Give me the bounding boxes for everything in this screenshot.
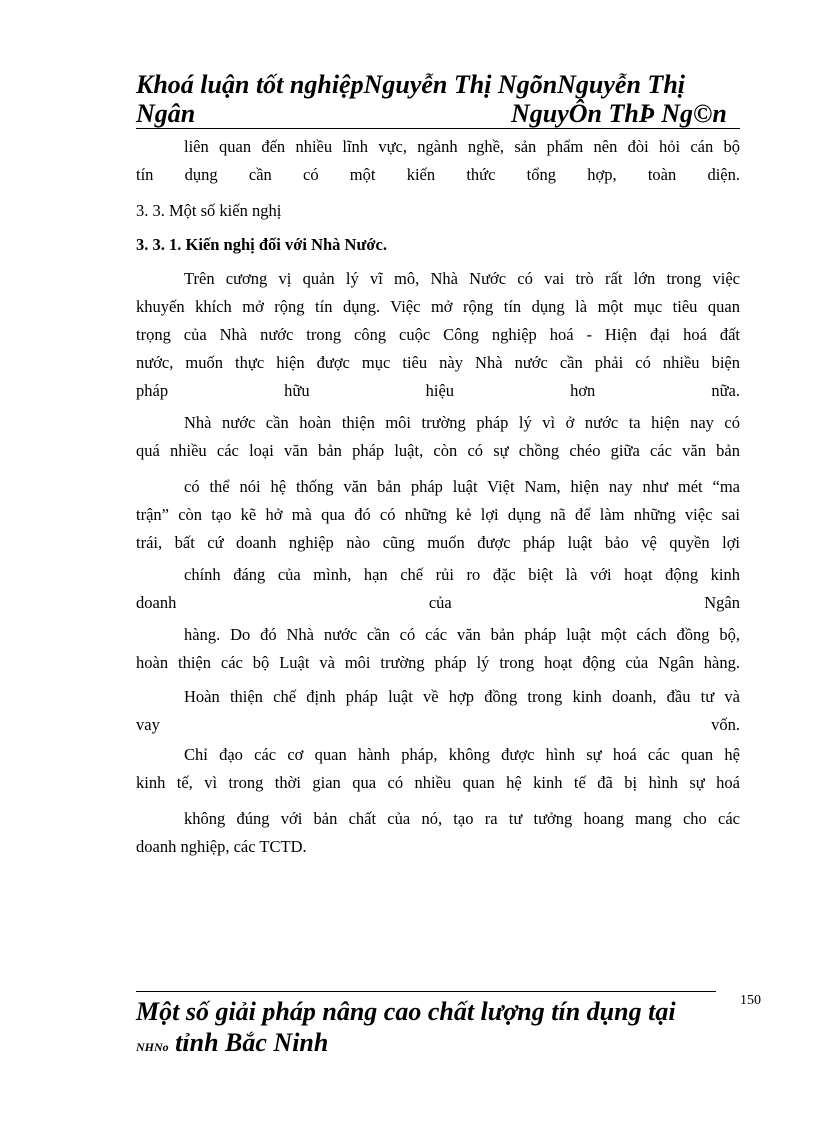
header-rule <box>136 128 740 129</box>
text-line: tín dụng cần có một kiến thức tổng hợp, toàn diện. <box>136 165 740 184</box>
text-line: pháp hữu hiệu hơn nữa. <box>136 381 740 400</box>
paragraph-2 <box>136 409 740 465</box>
section-heading <box>136 197 740 225</box>
text-line: trái, bất cứ doanh nghiệp nào cũng muốn được pháp luật bảo vệ quyền lợi <box>136 533 740 552</box>
footer-title-line2 <box>136 1028 328 1058</box>
text-line: Trên cương vị quản lý vĩ mô, Nhà Nước có vai trò rất lớn trong việc <box>184 269 740 288</box>
text-line: kinh tế, vì trong thời gian qua có nhiều quan hệ kinh tế đã bị hình sự hoá <box>136 773 740 792</box>
paragraph-3 <box>136 473 740 557</box>
paragraph-5 <box>136 621 740 677</box>
text-line: Hoàn thiện chế định pháp luật về hợp đồng trong kinh doanh, đầu tư và <box>184 687 740 706</box>
header-title-line1: Khoá luận tốt nghiệpNguyễn Thị NgõnNguyễn Thị <box>136 70 685 99</box>
text-line: chính đáng của mình, hạn chế rủi ro đặc biệt là với hoạt động kinh <box>184 565 740 584</box>
subsection-heading <box>136 231 740 259</box>
paragraph-0 <box>136 133 740 189</box>
text-line: trận” còn tạo kẽ hở mà qua đó có những kẻ lợi dụng nã để làm những việc sai <box>136 505 740 524</box>
paragraph-8 <box>136 805 740 861</box>
page-number: 150 <box>740 993 761 1008</box>
paragraph-4 <box>136 561 740 617</box>
text-line: vay vốn. <box>136 715 740 734</box>
text-line: có thể nói hệ thống văn bản pháp luật Việt Nam, hiện nay như mét “ma <box>184 477 740 496</box>
text-line: hoàn thiện các bộ Luật và môi trường pháp lý trong hoạt động của Ngân hàng. <box>136 653 740 672</box>
text-line: doanh của Ngân <box>136 593 740 612</box>
footer-rule <box>136 991 716 992</box>
header-author: NguyÔn ThÞ Ng©n <box>511 99 727 128</box>
text-line: Chỉ đạo các cơ quan hành pháp, không được hình sự hoá các quan hệ <box>184 745 740 764</box>
footer-bank-abbrev: NHNo <box>136 1040 169 1054</box>
text-line: khuyến khích mở rộng tín dụng. Việc mở rộng tín dụng là một mục tiêu quan <box>136 297 740 316</box>
paragraph-7 <box>136 741 740 797</box>
text-line: quá nhiều các loại văn bản pháp luật, còn có sự chồng chéo giữa các văn bản <box>136 441 740 460</box>
paragraph-1 <box>136 265 740 405</box>
subsection-title: 3. 3. 1. Kiến nghị đối với Nhà Nước. <box>136 235 387 254</box>
text-line: trọng của Nhà nước trong công cuộc Công nghiệp hoá - Hiện đại hoá đất <box>136 325 740 344</box>
text-line: liên quan đến nhiều lĩnh vực, ngành nghề, sản phẩm nên đòi hỏi cán bộ <box>184 137 740 156</box>
footer-title-line1: Một số giải pháp nâng cao chất lượng tín dụng tại <box>136 997 676 1026</box>
paragraph-6 <box>136 683 740 739</box>
footer-location: tỉnh Bắc Ninh <box>168 1028 329 1057</box>
text-line: hàng. Do đó Nhà nước cần có các văn bản pháp luật một cách đồng bộ, <box>184 625 740 644</box>
section-title: 3. 3. Một số kiến nghị <box>136 201 282 220</box>
text-line: Nhà nước cần hoàn thiện môi trường pháp lý vì ở nước ta hiện nay có <box>184 413 740 432</box>
text-line: nước, muốn thực hiện được mục tiêu này Nhà nước cần phải có nhiều biện <box>136 353 740 372</box>
text-line: doanh nghiệp, các TCTD. <box>136 837 307 856</box>
text-line: không đúng với bản chất của nó, tạo ra tư tưởng hoang mang cho các <box>184 809 740 828</box>
header-title-line2: Ngân <box>136 99 196 128</box>
